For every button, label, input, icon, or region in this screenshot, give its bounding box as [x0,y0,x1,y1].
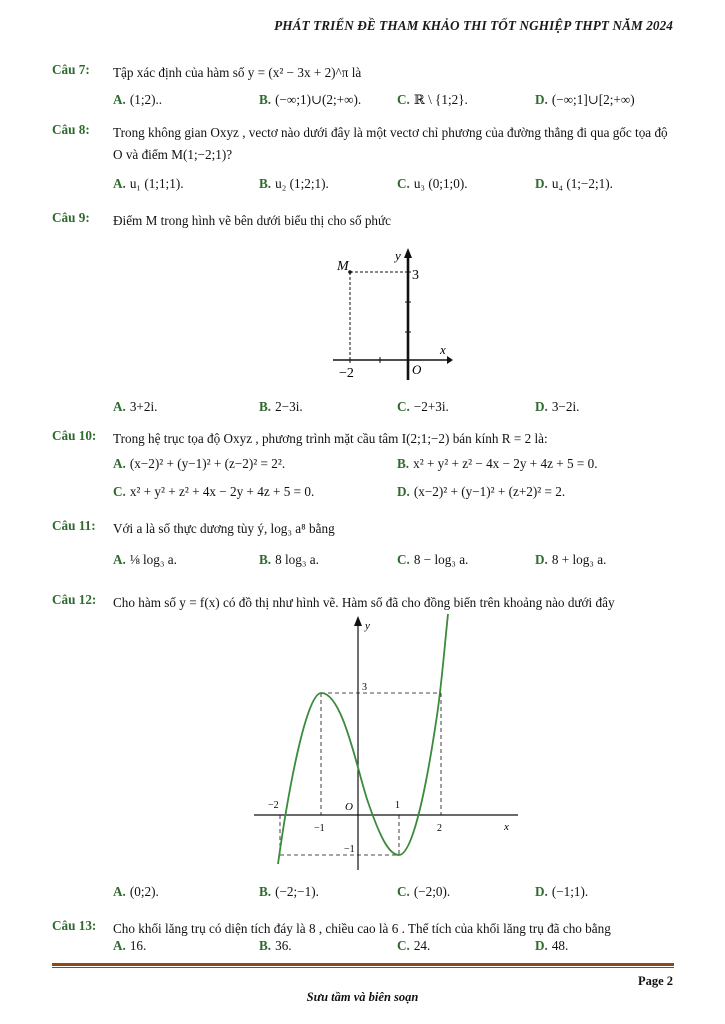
option-a[interactable]: A. u₁ (1;1;1). [113,176,184,191]
option-c[interactable]: C. 8 − log₃ a. [397,552,469,567]
option-b[interactable]: B. u₂ (1;2;1). [259,176,329,191]
label-m: M [337,259,349,274]
footer-rule-thin [52,967,674,968]
option-b[interactable]: B. (−2;−1). [259,884,319,899]
option-b[interactable]: B. x² + y² + z² − 4x − 2y + 4z + 5 = 0. [397,456,598,471]
point-m [348,270,352,274]
option-d[interactable]: D. 8 + log₃ a. [535,552,607,567]
label-x: x [440,342,446,357]
tick-label-3: 3 [362,682,367,693]
option-d[interactable]: D. (x−2)² + (y−1)² + (z+2)² = 2. [397,484,566,499]
option-d[interactable]: D. u₄ (1;−2;1). [535,176,613,191]
complex-plane-figure [325,240,455,385]
option-a[interactable]: A. 3+2i. [113,399,158,414]
label-origin: O [345,801,353,813]
question-number: Câu 12: [52,592,97,607]
tick-label-m2: −2 [268,800,279,811]
option-d[interactable]: D. 48. [535,938,569,953]
question-text: Tập xác định của hàm số y = (x² − 3x + 2)^π là [113,65,362,80]
option-b[interactable]: B. (−∞;1)∪(2;+∞). [259,92,362,107]
label-x-value: −2 [339,366,354,381]
function-curve [278,614,448,864]
y-axis-arrow [404,248,412,258]
option-c[interactable]: C. ℝ \ {1;2}. [397,92,468,107]
tick-label-n1: −1 [344,844,355,855]
y-axis-arrow [354,616,362,626]
question-text: Cho hàm số y = f(x) có đồ thị như hình vẽ. Hàm số đã cho đồng biến trên khoảng nào dưới đây [113,595,615,610]
question-number: Câu 10: [52,428,97,443]
option-c[interactable]: C. 24. [397,938,431,953]
option-d[interactable]: D. 3−2i. [535,399,580,414]
tick-label-2: 2 [437,823,442,834]
option-c[interactable]: C. (−2;0). [397,884,451,899]
function-graph-figure [248,612,528,874]
label-origin: O [412,362,422,377]
option-d[interactable]: D. (−∞;1]∪[2;+∞) [535,92,635,107]
footer-credit: Sưu tầm và biên soạn [306,990,419,1004]
label-y: y [365,620,370,632]
x-axis-arrow [447,356,453,364]
option-a[interactable]: A. ⅛ log₃ a. [113,552,177,567]
question-text: Trong hệ trục tọa độ Oxyz , phương trình mặt cầu tâm I(2;1;−2) bán kính R = 2 là: [113,431,548,446]
option-c[interactable]: C. x² + y² + z² + 4x − 2y + 4z + 5 = 0. [113,484,315,499]
question-number: Câu 13: [52,918,97,933]
question-number: Câu 7: [52,62,90,77]
option-c[interactable]: C. −2+3i. [397,399,449,414]
question-text: Trong không gian Oxyz , vectơ nào dưới đây là một vectơ chỉ phương của đường thẳng đi qua gốc tọa độ O và điểm M(1;−2;1)? [113,125,668,162]
question-number: Câu 9: [52,210,90,225]
option-a[interactable]: A. (x−2)² + (y−1)² + (z−2)² = 2². [113,456,286,471]
option-b[interactable]: B. 36. [259,938,292,953]
label-y: y [395,248,401,263]
option-c[interactable]: C. u₃ (0;1;0). [397,176,468,191]
question-number: Câu 8: [52,122,90,137]
label-y-value: 3 [412,268,419,283]
tick-label-m1: −1 [314,823,325,834]
page-number: Page 2 [637,974,673,988]
option-a[interactable]: A. (0;2). [113,884,159,899]
question-text: Với a là số thực dương tùy ý, log₃ a⁸ bằng [113,521,335,536]
option-b[interactable]: B. 8 log₃ a. [259,552,319,567]
question-number: Câu 11: [52,518,96,533]
footer-rule [52,963,674,966]
label-x: x [504,821,509,833]
option-a[interactable]: A. (1;2).. [113,92,163,107]
question-text: Điểm M trong hình vẽ bên dưới biểu thị cho số phức [113,213,392,228]
option-d[interactable]: D. (−1;1). [535,884,589,899]
tick-label-1: 1 [395,800,400,811]
page-header: PHÁT TRIỂN ĐỀ THAM KHẢO THI TỐT NGHIỆP THPT NĂM 2024 [274,18,673,33]
question-text: Cho khối lăng trụ có diện tích đáy là 8 , chiều cao là 6 . Thể tích của khối lăng trụ đã cho bằng [113,921,611,936]
option-a[interactable]: A. 16. [113,938,147,953]
option-b[interactable]: B. 2−3i. [259,399,303,414]
